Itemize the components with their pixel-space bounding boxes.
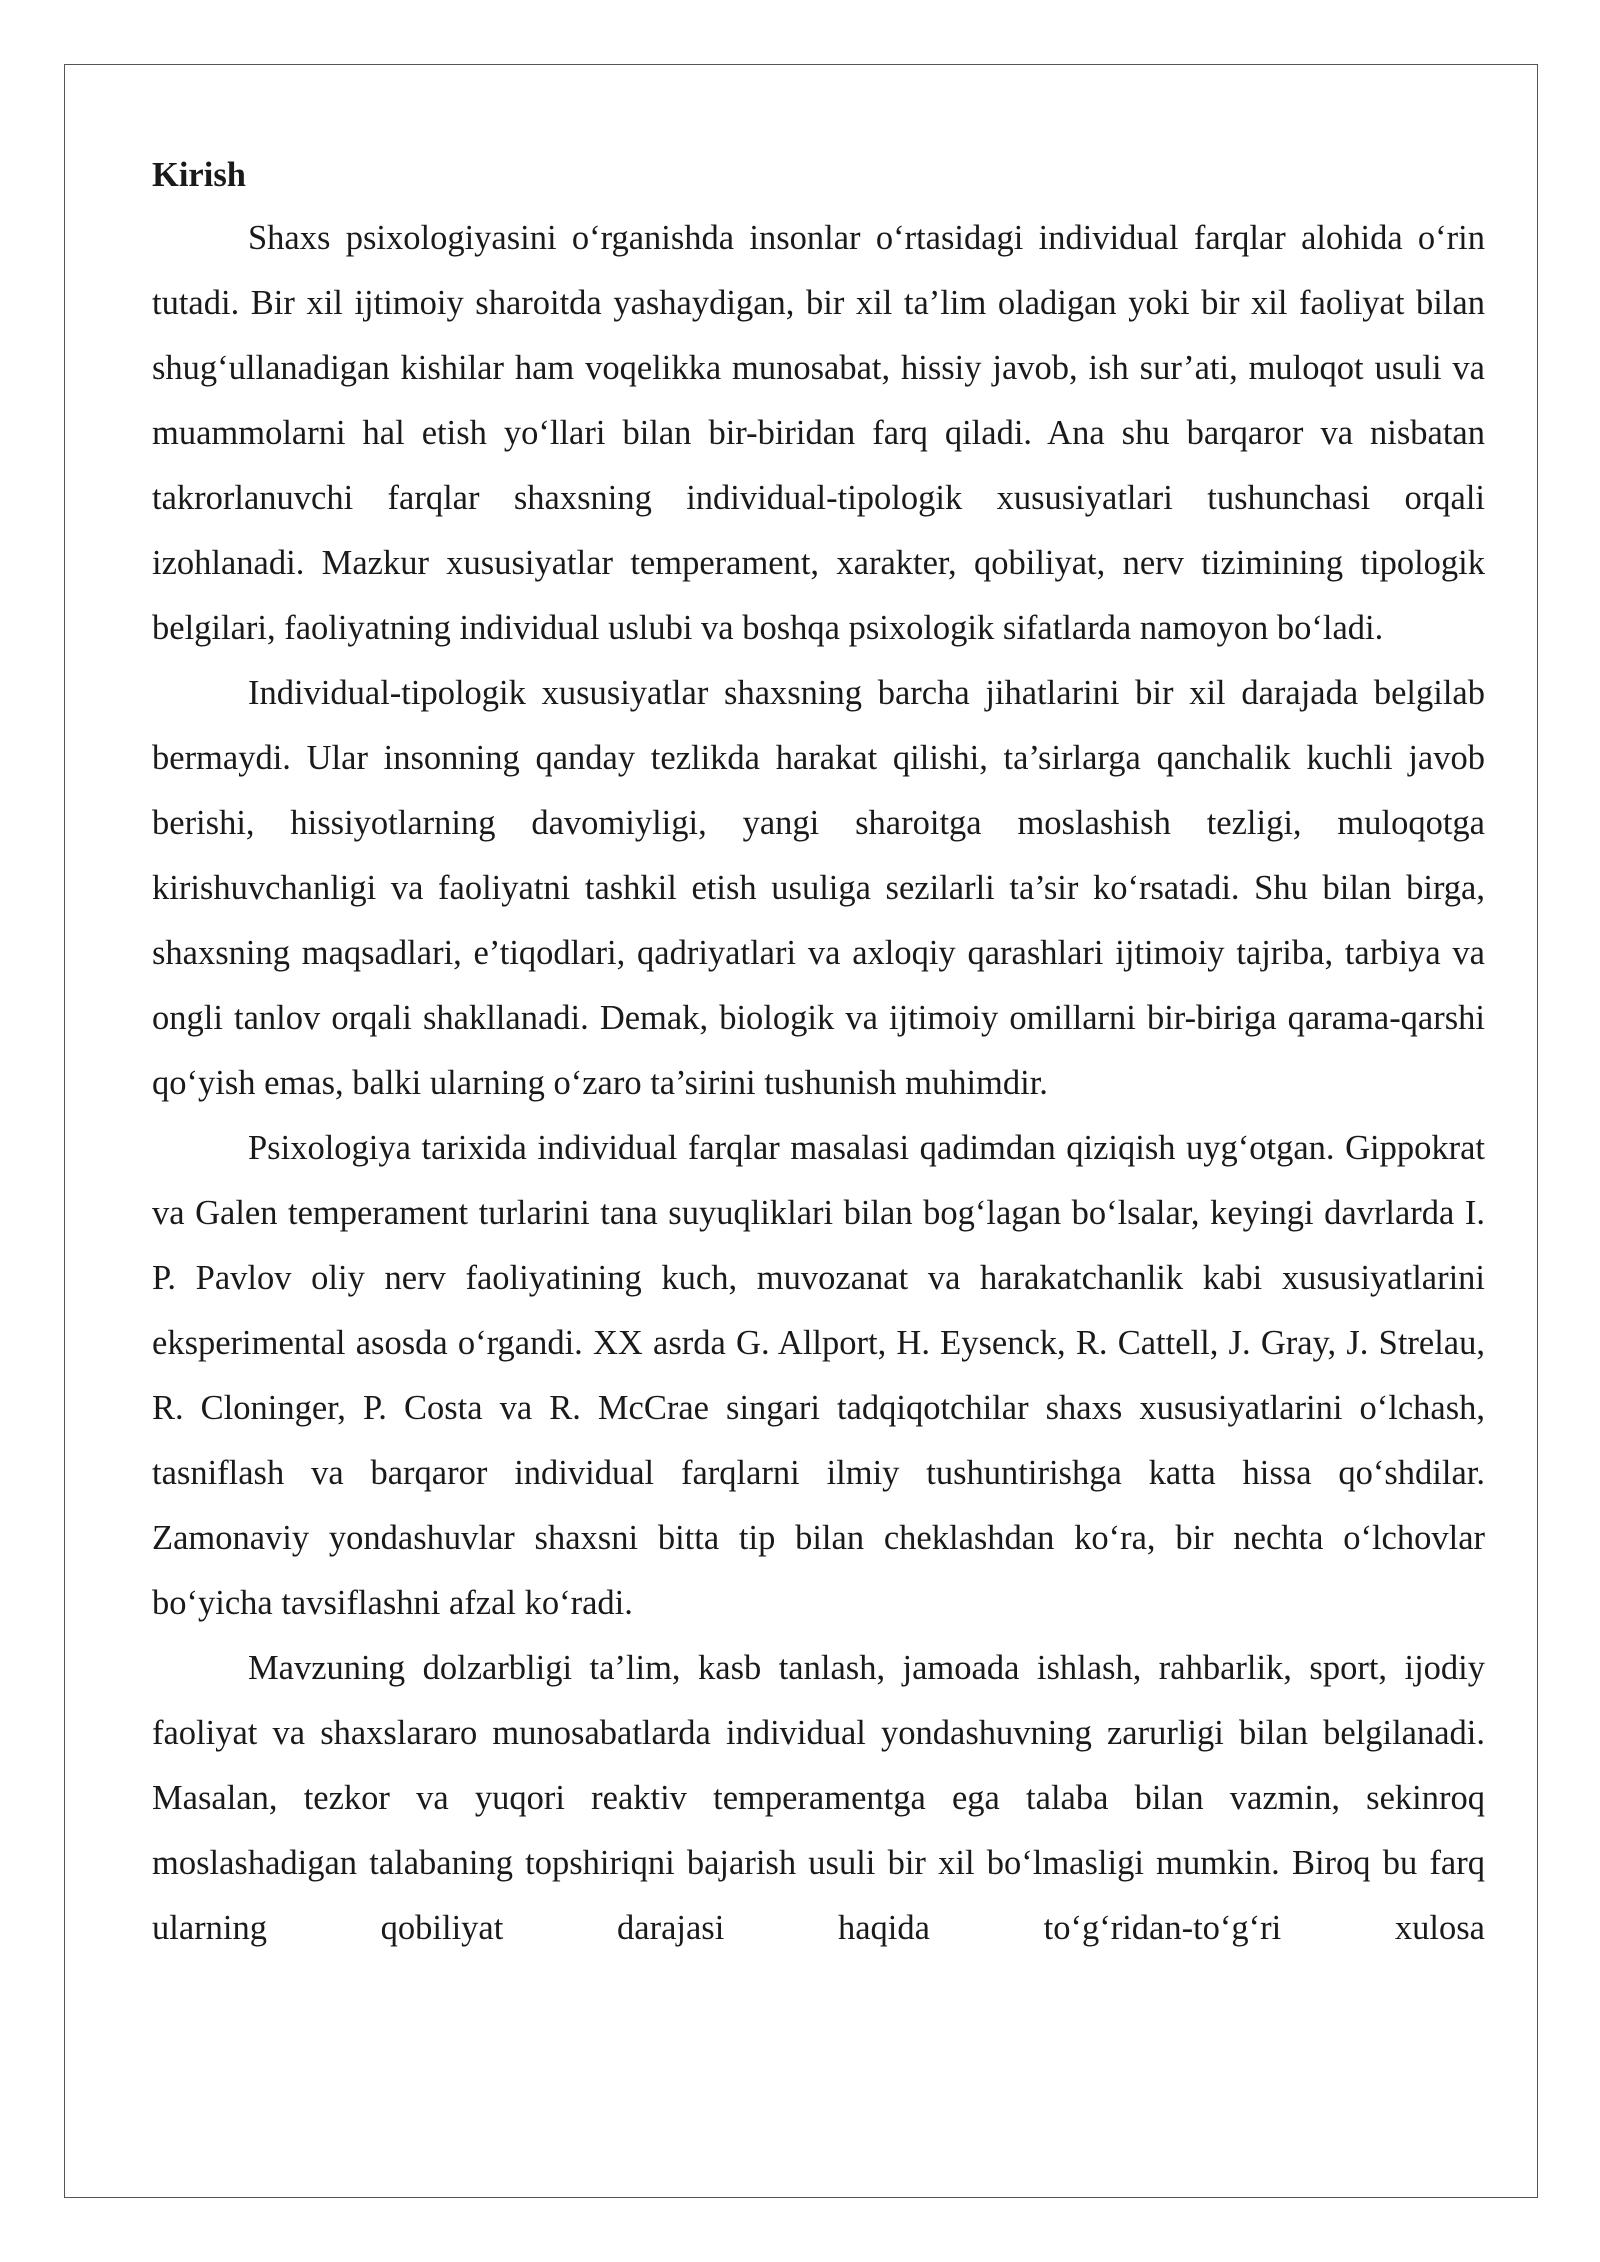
paragraph-2: Individual-tipologik xususiyatlar shaxsning barcha jihatlarini bir xil darajada belgilab bermaydi. Ular insonning qanday tezlikda harakat qilishi, ta’sirlarga qanchalik kuchli javob berishi, hissiyotlarning davomiyligi, yangi sharoitga moslashish tezligi, muloqotga kirishuvchanligi va faoliyatni tashkil etish usuliga sezilarli ta’sir ko‘rsatadi. Shu bilan birga, shaxsning maqsadlari, e’tiqodlari, qadriyatlari va axloqiy qarashlari ijtimoiy tajriba, tarbiya va ongli tanlov orqali shakllanadi. Demak, biologik va ijtimoiy omillarni bir-biriga qarama-qarshi qo‘yish emas, balki ularning o‘zaro ta’sirini tushunish muhimdir. [152, 674, 1485, 1102]
paragraph-3: Psixologiya tarixida individual farqlar masalasi qadimdan qiziqish uyg‘otgan. Gippokrat va Galen temperament turlarini tana suyuqliklari bilan bog‘lagan bo‘lsalar, keyingi davrlarda I. P. Pavlov oliy nerv faoliyatining kuch, muvozanat va harakatchanlik kabi xususiyatlarini eksperimental asosda o‘rgandi. XX asrda G. Allport, H. Eysenck, R. Cattell, J. Gray, J. Strelau, R. Cloninger, P. Costa va R. McCrae singari tadqiqotchilar shaxs xususiyatlarini o‘lchash, tasniflash va barqaror individual farqlarni ilmiy tushuntirishga katta hissa qo‘shdilar. Zamonaviy yondashuvlar shaxsni bitta tip bilan cheklashdan ko‘ra, bir nechta o‘lchovlar bo‘yicha tavsiflashni afzal ko‘radi. [152, 1129, 1485, 1622]
paragraph-4: Mavzuning dolzarbligi ta’lim, kasb tanlash, jamoada ishlash, rahbarlik, sport, ijodiy faoliyat va shaxslararo munosabatlarda individual yondashuvning zarurligi bilan belgilanadi. Masalan, tezkor va yuqori reaktiv temperamentga ega talaba bilan vazmin, sekinroq moslashadigan talabaning topshiriqni bajarish usuli bir xil bo‘lmasligi mumkin. Biroq bu farq ularning qobiliyat darajasi haqida to‘g‘ridan-to‘g‘ri xulosa [152, 1649, 1485, 1947]
section-heading: Kirish [152, 156, 246, 194]
paragraph-1: Shaxs psixologiyasini o‘rganishda insonlar o‘rtasidagi individual farqlar alohida o‘rin tutadi. Bir xil ijtimoiy sharoitda yashaydigan, bir xil ta’lim oladigan yoki bir xil faoliyat bilan shug‘ullanadigan kishilar ham voqelikka munosabat, hissiy javob, ish sur’ati, muloqot usuli va muammolarni hal etish yo‘llari bilan bir-biridan farq qiladi. Ana shu barqaror va nisbatan takrorlanuvchi farqlar shaxsning individual-tipologik xususiyatlari tushunchasi orqali izohlanadi. Mazkur xususiyatlar temperament, xarakter, qobiliyat, nerv tizimining tipologik belgilari, faoliyatning individual uslubi va boshqa psixologik sifatlarda namoyon bo‘ladi. [152, 219, 1485, 647]
document-body [152, 144, 1485, 1961]
